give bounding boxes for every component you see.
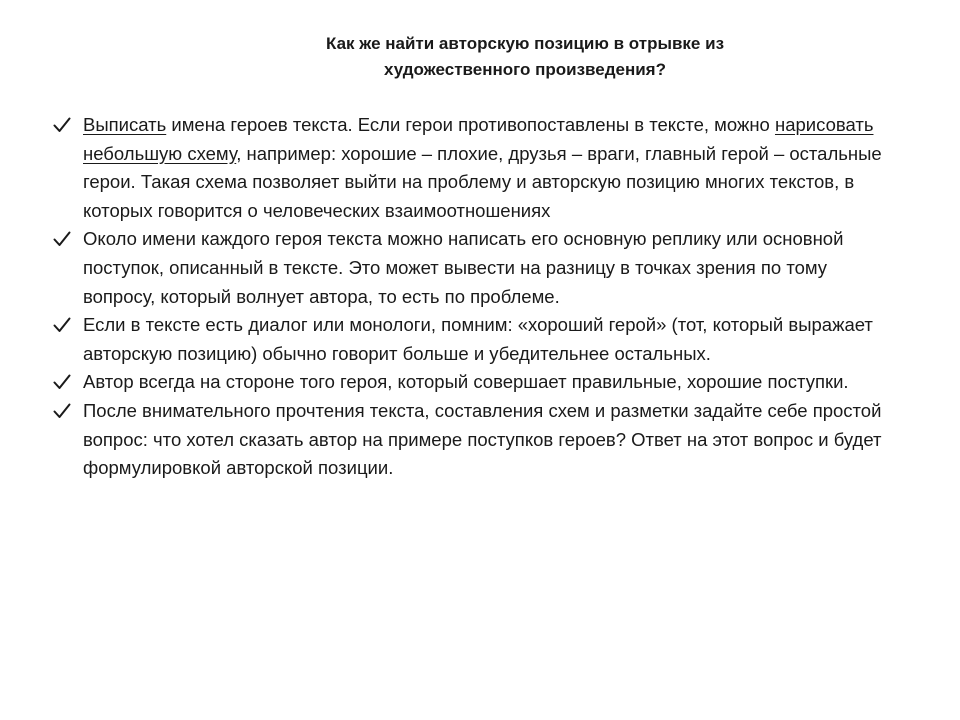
bullet-item-2 xyxy=(52,225,902,311)
bullet-1-text-part-1: имена героев текста. Если герои противопоставлены в тексте, можно xyxy=(166,114,775,135)
bullet-list xyxy=(52,111,902,483)
slide-title xyxy=(230,31,820,83)
bullet-1-text-part-2: , например: хорошие – плохие, друзья – враги, главный герой – остальные герои. Такая схема позволяет выйти на проблему и авторскую позицию многих текстов, в которых говорится о человеческих взаимоотношениях xyxy=(83,142,882,221)
slide-title-line-1: Как же найти авторскую позицию в отрывке из xyxy=(325,34,725,53)
bullet-2-text: Около имени каждого героя текста можно написать его основную реплику или основной поступок, описанный в тексте. Это может вывести на разницу в точках зрения по тому вопросу, который волнует автора, то есть по проблеме. xyxy=(83,228,844,307)
bullet-3-text: Если в тексте есть диалог или монологи, помним: «хороший герой» (тот, который выражает авторскую позицию) обычно говорит больше и убедительнее остальных. xyxy=(83,314,873,364)
bullet-item-5 xyxy=(52,397,902,483)
check-icon xyxy=(53,374,71,390)
slide-title-line-2: художественного произведения? xyxy=(384,60,666,79)
check-icon xyxy=(53,231,71,247)
bullet-item-3 xyxy=(52,311,902,368)
check-icon xyxy=(53,403,71,419)
bullet-item-4 xyxy=(52,368,902,397)
bullet-1-underlined-verb: Выписать xyxy=(83,114,167,135)
check-icon xyxy=(53,117,71,133)
check-icon xyxy=(53,317,71,333)
bullet-1-underlined-phrase: нарисовать небольшую схему xyxy=(83,114,874,164)
bullet-item-1 xyxy=(52,111,902,225)
bullet-5-text: После внимательного прочтения текста, составления схем и разметки задайте себе простой вопрос: что хотел сказать автор на примере поступков героев? Ответ на этот вопрос и будет формулировкой авторской позиции. xyxy=(83,399,882,479)
bullet-4-text: Автор всегда на стороне того героя, который совершает правильные, хорошие поступки. xyxy=(83,371,849,393)
